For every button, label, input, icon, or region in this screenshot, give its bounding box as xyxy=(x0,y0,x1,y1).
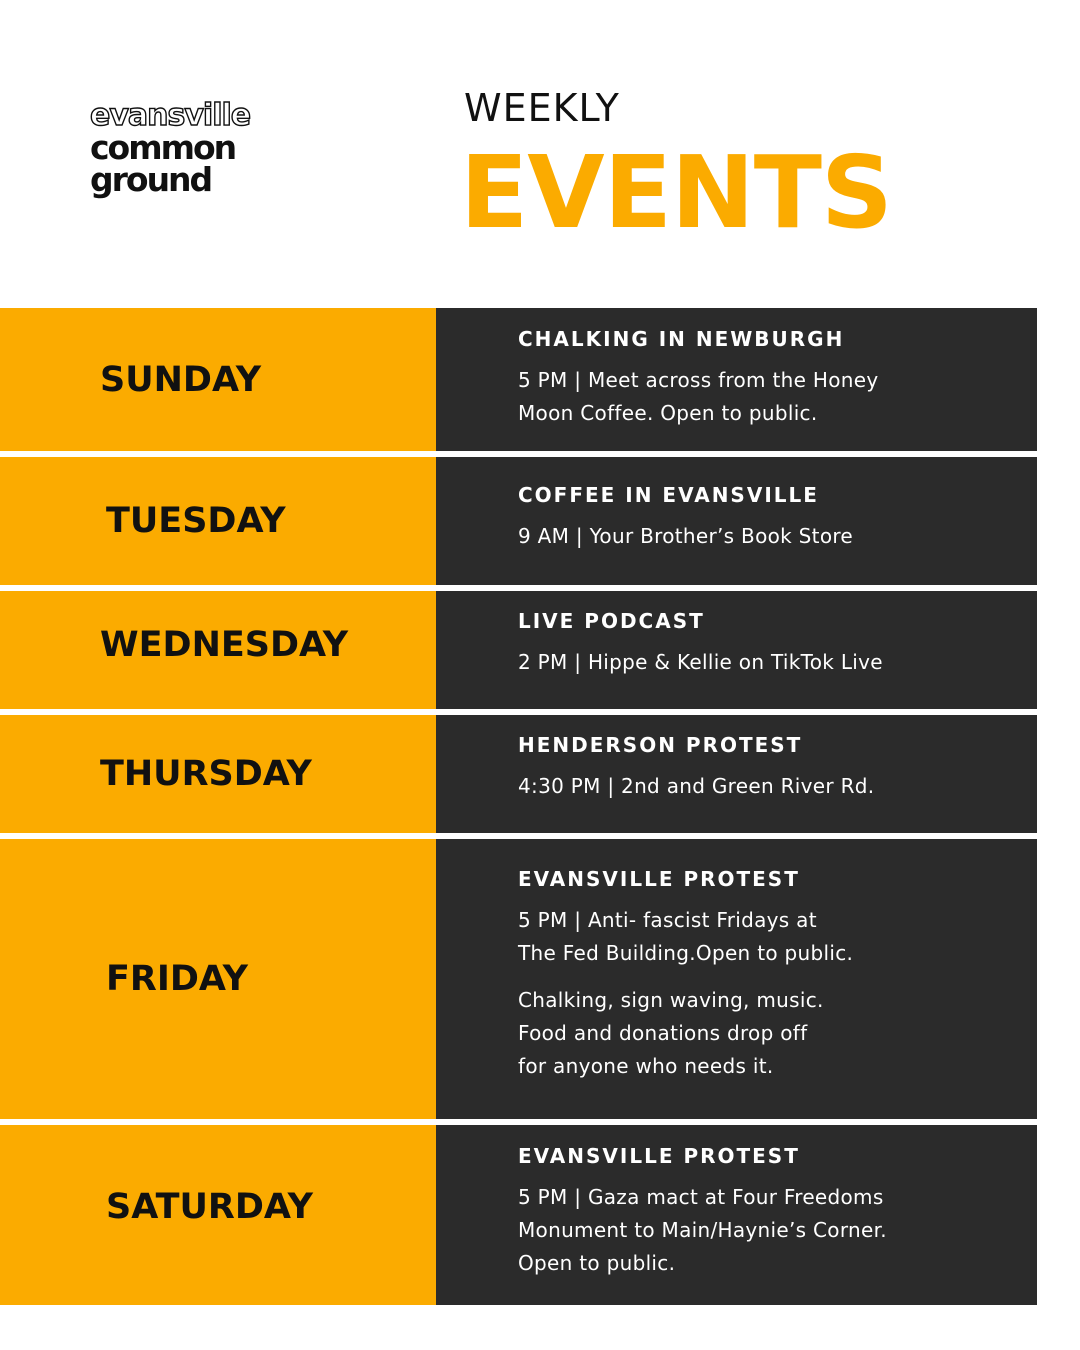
day-cell xyxy=(0,591,436,709)
event-cell xyxy=(436,457,1037,585)
day-cell xyxy=(0,839,436,1119)
event-description xyxy=(518,904,1007,970)
heading-weekly: WEEKLY xyxy=(464,86,620,130)
event-description-line: The Fed Building.Open to public. xyxy=(518,941,854,965)
event-content xyxy=(518,482,1007,553)
schedule-row-friday xyxy=(0,839,1037,1119)
schedule-row-saturday xyxy=(0,1125,1037,1305)
event-cell xyxy=(436,715,1037,833)
day-cell xyxy=(0,308,436,451)
event-description xyxy=(518,646,1007,679)
event-cell xyxy=(436,839,1037,1119)
schedule-row-sunday xyxy=(0,308,1037,451)
event-description-line: Food and donations drop off xyxy=(518,1021,808,1045)
heading-events: EVENTS xyxy=(460,134,892,251)
day-cell xyxy=(0,1125,436,1305)
logo xyxy=(90,98,251,199)
logo-line-evansville: evansville xyxy=(90,98,251,133)
event-description-line: 5 PM | Anti- fascist Fridays at xyxy=(518,908,817,932)
logo-line-ground: ground xyxy=(90,160,212,199)
schedule-row-tuesday xyxy=(0,457,1037,585)
day-label: TUESDAY xyxy=(106,501,286,541)
event-title: CHALKING IN NEWBURGH xyxy=(518,327,845,351)
schedule-row-wednesday xyxy=(0,591,1037,709)
day-label: SATURDAY xyxy=(106,1187,313,1227)
event-extra-description xyxy=(518,984,1007,1083)
event-description-line: 9 AM | Your Brother’s Book Store xyxy=(518,524,854,548)
event-content xyxy=(518,608,1007,679)
event-cell xyxy=(436,1125,1037,1305)
day-label: FRIDAY xyxy=(106,959,249,999)
event-description-line: for anyone who needs it. xyxy=(518,1054,774,1078)
logo-line-common: common xyxy=(90,128,236,167)
day-label: WEDNESDAY xyxy=(100,625,349,666)
event-description-line: Monument to Main/Haynie’s Corner. xyxy=(518,1218,887,1242)
event-description-line: Moon Coffee. Open to public. xyxy=(518,401,818,425)
event-title: HENDERSON PROTEST xyxy=(518,733,803,757)
schedule-row-thursday xyxy=(0,715,1037,833)
day-cell xyxy=(0,715,436,833)
event-content xyxy=(518,1143,1007,1280)
event-description-line: Chalking, sign waving, music. xyxy=(518,988,824,1012)
event-cell xyxy=(436,591,1037,709)
event-content xyxy=(518,732,1007,803)
event-title: EVANSVILLE PROTEST xyxy=(518,1144,800,1168)
event-description xyxy=(518,1181,1007,1280)
event-title: COFFEE IN EVANSVILLE xyxy=(518,483,819,507)
event-description xyxy=(518,520,1007,553)
event-cell xyxy=(436,308,1037,451)
event-description-line: 4:30 PM | 2nd and Green River Rd. xyxy=(518,774,875,798)
day-label: SUNDAY xyxy=(100,359,262,400)
day-label: THURSDAY xyxy=(100,754,312,794)
event-description-line: Open to public. xyxy=(518,1251,676,1275)
day-cell xyxy=(0,457,436,585)
event-description-line: 2 PM | Hippe & Kellie on TikTok Live xyxy=(518,650,883,674)
event-description-line: 5 PM | Meet across from the Honey xyxy=(518,368,879,392)
event-content xyxy=(518,866,1007,1083)
event-title: EVANSVILLE PROTEST xyxy=(518,867,800,891)
event-content xyxy=(518,326,1007,430)
event-title: LIVE PODCAST xyxy=(518,609,705,633)
event-description-line: 5 PM | Gaza mact at Four Freedoms xyxy=(518,1185,884,1209)
event-description xyxy=(518,364,1007,430)
event-description xyxy=(518,770,1007,803)
